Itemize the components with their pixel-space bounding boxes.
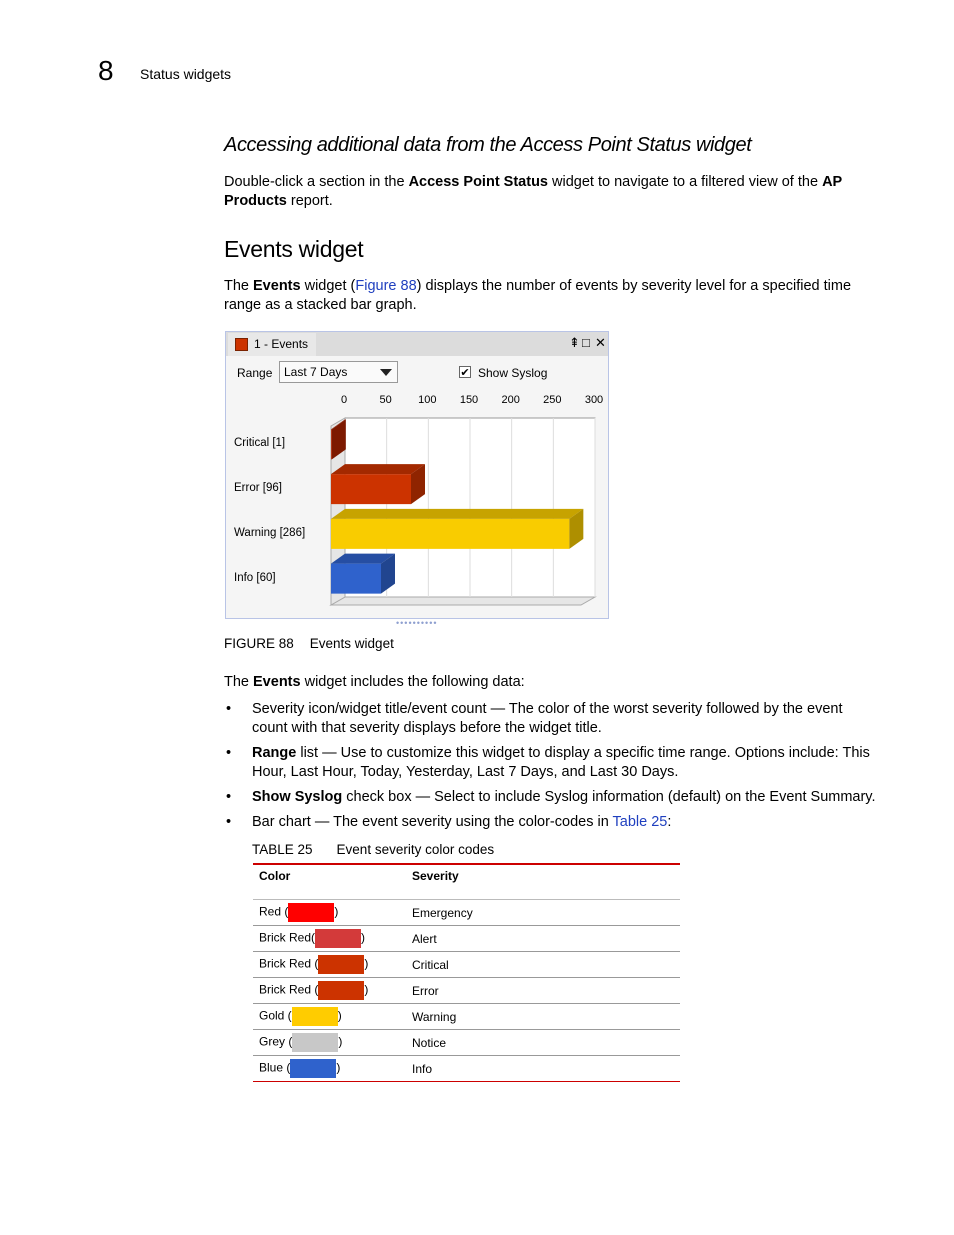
chapter-title: Status widgets: [140, 66, 232, 82]
bar-3: [331, 564, 381, 594]
x-tick-label: 300: [584, 394, 604, 406]
x-tick-label: 150: [459, 394, 479, 406]
plot-floor: [331, 597, 595, 605]
section-heading-events: Events widget: [224, 236, 364, 262]
text-run: ) displays the number of events by severity level for a specified time range as a stacked bar graph.: [224, 278, 852, 313]
x-tick-label: 50: [379, 394, 392, 406]
table-header-row: [253, 864, 680, 900]
y-category-label: Info [60]: [234, 571, 276, 584]
color-name: Brick Red (: [259, 956, 319, 971]
text-run: widget includes the following data:: [300, 674, 525, 690]
column-header: Color: [253, 864, 406, 900]
bar-chart: [226, 332, 608, 618]
color-cell: [253, 978, 406, 1004]
text-run: The: [224, 674, 254, 690]
bar-1: [331, 474, 411, 504]
text-run: The: [224, 278, 254, 294]
color-cell: [253, 1056, 406, 1082]
y-category-label: Critical [1]: [234, 437, 286, 450]
color-cell: [253, 1030, 406, 1056]
maximize-icon[interactable]: □: [582, 335, 590, 350]
table-row: [253, 1056, 680, 1082]
bold-term: Show Syslog: [252, 789, 343, 805]
events-widget: [225, 331, 609, 619]
table-row: [253, 978, 680, 1004]
list-text: Severity icon/widget title/event count — The color of the worst severity followed by the event count with that severity displays before the widget title.: [252, 701, 843, 736]
color-swatch: [318, 981, 364, 1000]
bold-term: Events: [253, 674, 301, 690]
bar-2: [331, 519, 569, 549]
range-label: Range: [237, 366, 273, 380]
severity-cell: Warning: [406, 1004, 680, 1030]
color-cell: [253, 926, 406, 952]
figure-link[interactable]: Figure 88: [355, 278, 417, 294]
color-paren: ): [337, 1008, 342, 1023]
table-row: [253, 926, 680, 952]
events-intro-paragraph: [224, 277, 884, 315]
bold-term: Access Point Status: [408, 174, 548, 190]
color-paren: ): [336, 1060, 341, 1075]
table-body: [253, 900, 680, 1082]
feature-list: [224, 700, 876, 838]
text-run: report.: [286, 193, 333, 209]
text-run: Double-click a section in the: [224, 174, 409, 190]
color-swatch: [290, 1059, 336, 1078]
color-paren: ): [338, 1034, 343, 1049]
bold-term: AP Products: [224, 174, 842, 209]
collapse-icon[interactable]: ⇞: [569, 335, 580, 350]
list-text: list — Use to customize this widget to display a specific time range. Options include: This Hour, Last Hour, Today, Yesterday, Last 7 Days, and Last 30 Days.: [252, 745, 870, 780]
list-item: [224, 788, 876, 807]
x-tick-label: 0: [340, 394, 348, 406]
x-tick-label: 250: [543, 394, 562, 406]
y-category-label: Warning [286]: [234, 526, 306, 539]
color-name: Blue (: [259, 1060, 291, 1075]
chapter-number: 8: [98, 55, 114, 86]
color-name: Brick Red (: [259, 982, 319, 997]
severity-cell: Error: [406, 978, 680, 1004]
access-paragraph: [224, 173, 884, 211]
list-item: [224, 813, 876, 832]
figure-text: Events widget: [309, 636, 394, 651]
x-tick-label: 100: [418, 394, 437, 406]
figure-caption: [224, 636, 394, 651]
severity-cell: Critical: [406, 952, 680, 978]
table-row: [253, 900, 680, 926]
color-paren: ): [364, 956, 369, 971]
list-text: :: [667, 814, 672, 830]
text-run: widget (: [300, 278, 356, 294]
color-paren: ): [361, 930, 366, 945]
checkmark-icon: ✔: [460, 367, 470, 379]
color-paren: ): [364, 982, 369, 997]
show-syslog-label: Show Syslog: [478, 366, 548, 380]
data-intro-paragraph: [224, 673, 884, 692]
color-swatch: [288, 903, 334, 922]
y-category-label: Error [96]: [234, 482, 282, 495]
color-cell: [253, 952, 406, 978]
color-cell: [253, 1004, 406, 1030]
table-caption: [252, 842, 494, 857]
column-header: Severity: [406, 864, 680, 900]
bar-top-2: [331, 509, 583, 519]
bold-term: Range: [252, 745, 297, 761]
table-label: TABLE 25: [252, 842, 313, 857]
bullet-icon: •: [226, 789, 232, 805]
bullet-icon: •: [226, 701, 232, 717]
severity-color-table: [253, 863, 680, 1082]
resize-grip[interactable]: ••••••••••: [396, 618, 438, 628]
color-swatch: [315, 929, 361, 948]
severity-cell: Alert: [406, 926, 680, 952]
bar-0: [331, 429, 332, 459]
range-value: Last 7 Days: [284, 365, 348, 379]
list-item: [224, 744, 876, 782]
color-swatch: [318, 955, 364, 974]
x-tick-label: 200: [501, 394, 520, 406]
widget-title: 1 - Events: [254, 337, 309, 351]
bullet-icon: •: [226, 745, 232, 761]
color-cell: [253, 900, 406, 926]
bullet-icon: •: [226, 814, 232, 830]
severity-cell: Info: [406, 1056, 680, 1082]
table-title: Event severity color codes: [336, 842, 495, 857]
table-row: [253, 1030, 680, 1056]
table-link[interactable]: Table 25: [612, 814, 668, 830]
severity-cell: Notice: [406, 1030, 680, 1056]
table-row: [253, 1004, 680, 1030]
text-run: widget to navigate to a filtered view of the: [548, 174, 823, 190]
color-name: Grey (: [259, 1034, 293, 1049]
color-swatch: [292, 1033, 338, 1052]
section-heading-access: Accessing additional data from the Access Point Status widget: [224, 134, 752, 156]
color-name: Red (: [259, 904, 289, 919]
close-icon[interactable]: ✕: [595, 335, 606, 350]
color-name: Gold (: [259, 1008, 292, 1023]
color-paren: ): [334, 904, 339, 919]
list-text: Bar chart — The event severity using the color-codes in: [252, 814, 613, 830]
list-item: [224, 700, 876, 738]
color-swatch: [292, 1007, 338, 1026]
figure-label: FIGURE 88: [224, 636, 294, 651]
bold-term: Events: [253, 278, 301, 294]
color-name: Brick Red(: [259, 930, 316, 945]
list-text: check box — Select to include Syslog information (default) on the Event Summary.: [342, 789, 876, 805]
table-row: [253, 952, 680, 978]
severity-cell: Emergency: [406, 900, 680, 926]
bar-top-1: [331, 464, 425, 474]
